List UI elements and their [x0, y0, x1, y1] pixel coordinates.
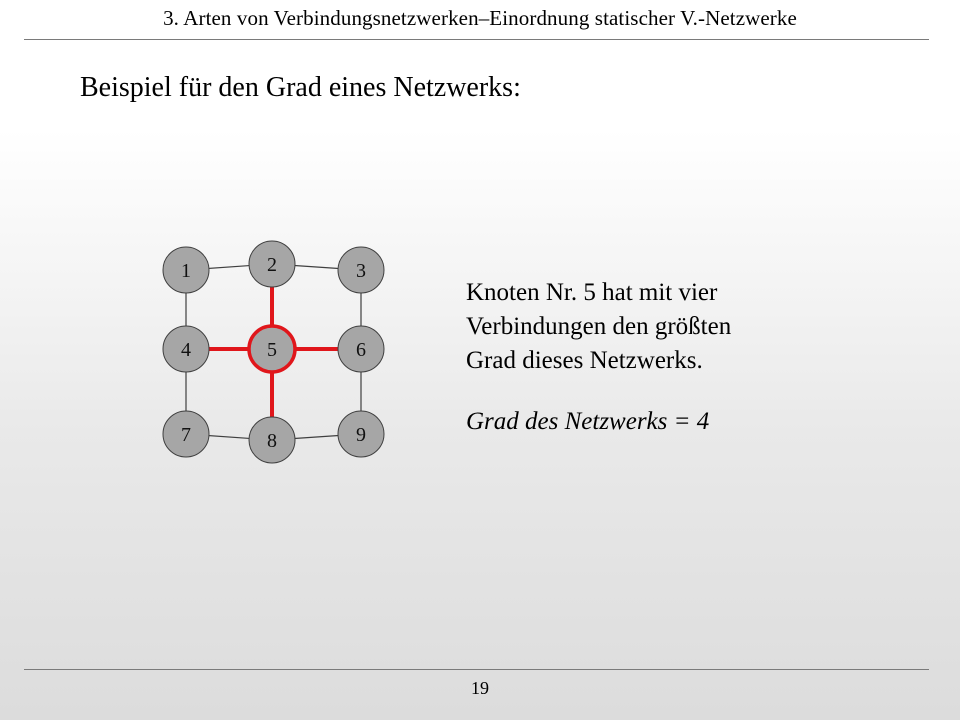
node-3 [338, 247, 384, 293]
network-nodes [163, 241, 384, 463]
node-label-9: 9 [356, 424, 366, 446]
node-label-1: 1 [181, 260, 191, 282]
node-8 [249, 417, 295, 463]
page-number: 19 [471, 678, 489, 698]
node-label-2: 2 [267, 254, 277, 276]
node-9 [338, 411, 384, 457]
description-line-2: Verbindungen den größten [466, 313, 732, 340]
slide-subtitle: Beispiel für den Grad eines Netzwerks: [80, 72, 521, 103]
node-6 [338, 326, 384, 372]
node-2 [249, 241, 295, 287]
node-5 [249, 326, 295, 372]
network-degree-result: Grad des Netzwerks = 4 [466, 408, 710, 435]
description-line-3: Grad dieses Netzwerks. [466, 347, 703, 374]
description-line-1: Knoten Nr. 5 hat mit vier [466, 279, 718, 306]
node-label-7: 7 [181, 424, 191, 446]
slide-header: 3. Arten von Verbindungsnetzwerken–Einordnung statischer V.-Netzwerke [163, 6, 797, 30]
node-7 [163, 411, 209, 457]
node-label-4: 4 [181, 339, 191, 361]
node-label-8: 8 [267, 430, 277, 452]
description-text [466, 276, 826, 378]
node-label-5: 5 [267, 339, 277, 361]
node-label-6: 6 [356, 339, 366, 361]
footer-divider [24, 669, 929, 670]
node-label-3: 3 [356, 260, 366, 282]
node-4 [163, 326, 209, 372]
node-1 [163, 247, 209, 293]
